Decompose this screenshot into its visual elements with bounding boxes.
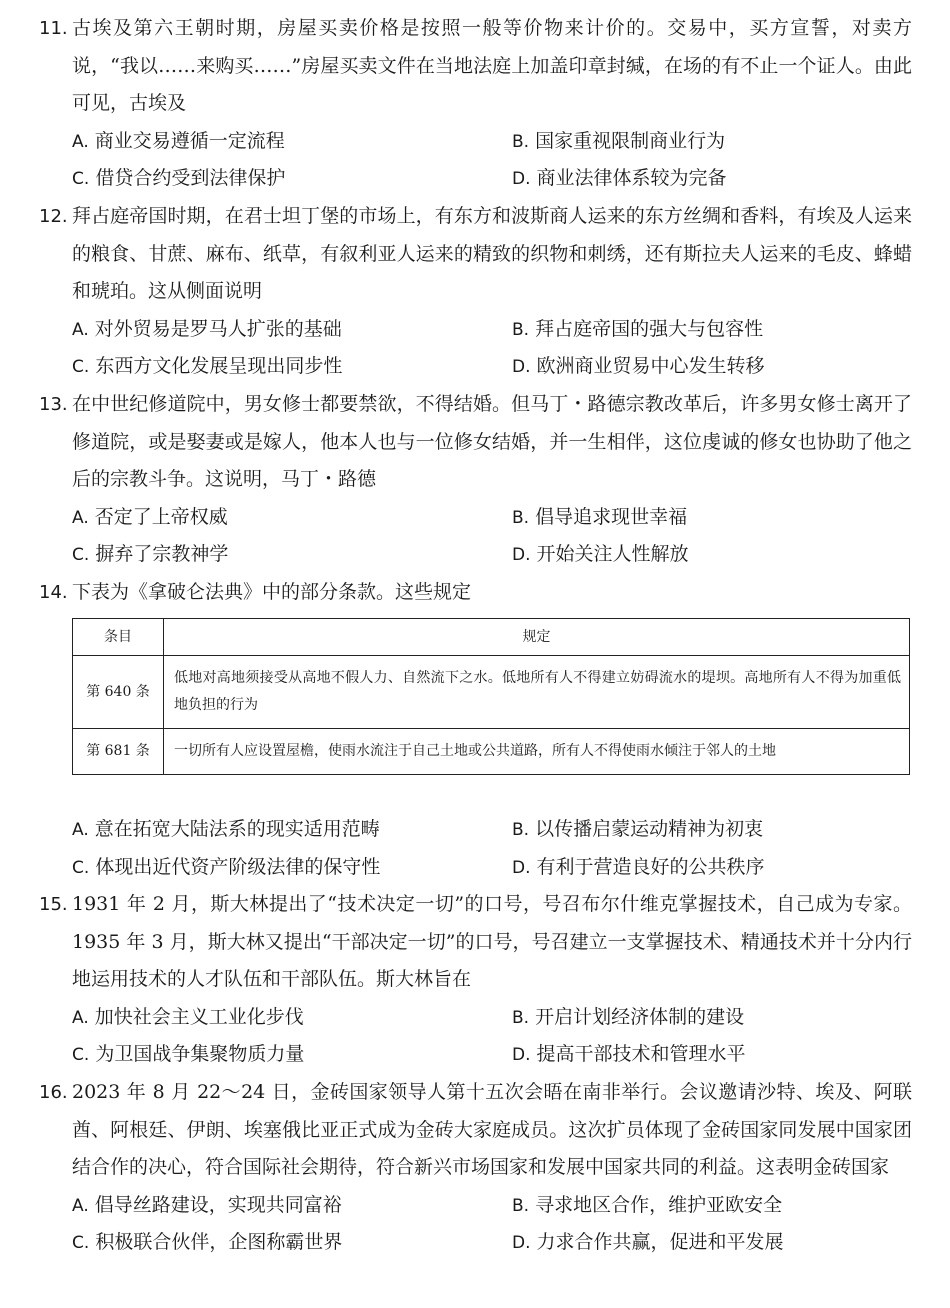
option-letter: C.	[72, 1233, 90, 1253]
option-a[interactable]	[72, 999, 304, 1038]
option-c[interactable]	[72, 849, 380, 888]
question-16	[39, 1074, 912, 1262]
option-letter: C.	[72, 357, 90, 377]
question-14	[39, 574, 912, 612]
option-text: 体现出近代资产阶级法律的保守性	[95, 855, 381, 878]
option-b[interactable]	[512, 311, 763, 350]
table-row	[73, 656, 910, 729]
option-letter: D.	[512, 1045, 531, 1065]
option-a[interactable]	[72, 811, 380, 850]
options	[72, 811, 912, 886]
option-text: 积极联合伙伴，企图称霸世界	[95, 1231, 343, 1253]
option-letter: B.	[512, 1195, 530, 1216]
question-11	[39, 10, 912, 198]
option-text: 借贷合约受到法律保护	[95, 167, 286, 189]
option-text: 加快社会主义工业化步伐	[94, 1005, 304, 1028]
stem-text: 2023 年 8 月 22～24 日，金砖国家领导人第十五次会晤在南非举行。会议邀请沙特、埃及、阿联酋、阿根廷、伊朗、埃塞俄比亚正式成为金砖大家庭成员。这次扩员体现了金砖国家同发展中国家团结合作的决心，符合国际社会期待，符合新兴市场国家和发展中国家共同的利益。这表明金砖国家	[72, 1081, 912, 1178]
option-text: 商业法律体系较为完备	[536, 167, 727, 189]
option-text: 东西方文化发展呈现出同步性	[95, 355, 343, 377]
option-letter: C.	[72, 857, 90, 878]
question-stem	[39, 574, 912, 612]
option-text: 力求合作共赢，促进和平发展	[536, 1231, 784, 1253]
option-c[interactable]	[72, 348, 342, 387]
option-text: 商业交易遵循一定流程	[94, 129, 285, 152]
question-stem	[39, 198, 912, 311]
question-15	[39, 886, 912, 1074]
options	[72, 311, 912, 386]
option-letter: B.	[512, 1007, 530, 1028]
option-text: 对外贸易是罗马人扩张的基础	[94, 317, 342, 340]
option-b[interactable]	[512, 811, 763, 850]
option-letter: A.	[72, 1195, 89, 1216]
option-letter: D.	[512, 857, 531, 878]
options	[72, 999, 912, 1074]
option-text: 摒弃了宗教神学	[95, 543, 229, 565]
option-text: 欧洲商业贸易中心发生转移	[536, 355, 765, 377]
question-stem	[39, 886, 912, 999]
option-c[interactable]	[72, 160, 285, 199]
options	[72, 499, 912, 574]
article-provision: 一切所有人应设置屋檐，使雨水流注于自己土地或公共道路，所有人不得使雨水倾注于邻人的土地	[164, 729, 910, 775]
option-letter: C.	[72, 545, 90, 565]
option-b[interactable]	[512, 499, 687, 538]
question-number: 13.	[39, 394, 68, 415]
question-12	[39, 198, 912, 386]
option-letter: A.	[72, 1007, 89, 1028]
stem-text: 拜占庭帝国时期，在君士坦丁堡的市场上，有东方和波斯商人运来的东方丝绸和香料，有埃及人运来的粮食、甘蔗、麻布、纸草，有叙利亚人运来的精致的织物和刺绣，还有斯拉夫人运来的毛皮、蜂蜡和琥珀。这从侧面说明	[72, 205, 912, 302]
option-d[interactable]	[512, 536, 689, 575]
option-text: 倡导追求现世幸福	[535, 505, 688, 528]
option-b[interactable]	[512, 999, 744, 1038]
option-d[interactable]	[512, 348, 765, 387]
option-text: 为卫国战争集聚物质力量	[95, 1043, 305, 1065]
option-letter: C.	[72, 169, 90, 189]
option-b[interactable]	[512, 123, 725, 162]
option-letter: D.	[512, 169, 531, 189]
question-14-options	[72, 811, 912, 886]
stem-text: 古埃及第六王朝时期，房屋买卖价格是按照一般等价物来计价的。交易中，买方宣誓，对卖方说，“我以……来购买……”房屋买卖文件在当地法庭上加盖印章封缄，在场的有不止一个证人。由此可见，古埃及	[72, 17, 912, 114]
article-number: 第 681 条	[73, 729, 164, 775]
option-a[interactable]	[72, 123, 285, 162]
option-letter: D.	[512, 357, 531, 377]
table-header-row	[73, 619, 910, 656]
table-row	[73, 729, 910, 775]
option-text: 开启计划经济体制的建设	[535, 1005, 745, 1028]
option-c[interactable]	[72, 536, 228, 575]
option-a[interactable]	[72, 499, 228, 538]
question-number: 15.	[39, 894, 68, 915]
option-letter: B.	[512, 507, 530, 528]
option-d[interactable]	[512, 1224, 784, 1263]
option-letter: A.	[72, 319, 89, 340]
question-number: 14.	[39, 582, 68, 603]
option-d[interactable]	[512, 1036, 746, 1075]
options	[72, 1187, 912, 1262]
option-d[interactable]	[512, 849, 765, 888]
question-stem	[39, 1074, 912, 1187]
option-c[interactable]	[72, 1224, 342, 1263]
option-letter: A.	[72, 131, 89, 152]
option-letter: B.	[512, 319, 530, 340]
napoleonic-code-table	[72, 618, 910, 775]
option-letter: B.	[512, 820, 530, 840]
option-text: 以传播启蒙运动精神为初衷	[535, 818, 764, 840]
option-c[interactable]	[72, 1036, 304, 1075]
option-letter: D.	[512, 1233, 531, 1253]
option-b[interactable]	[512, 1187, 782, 1226]
option-text: 拜占庭帝国的强大与包容性	[535, 317, 764, 340]
table-header-article: 条目	[73, 619, 164, 656]
option-text: 否定了上帝权威	[94, 505, 228, 528]
question-13	[39, 386, 912, 574]
question-stem	[39, 386, 912, 499]
option-text: 意在拓宽大陆法系的现实适用范畴	[94, 818, 380, 840]
options	[72, 123, 912, 198]
question-number: 16.	[39, 1082, 68, 1103]
option-letter: A.	[72, 507, 89, 528]
option-letter: C.	[72, 1045, 90, 1065]
question-number: 11.	[39, 18, 68, 39]
option-d[interactable]	[512, 160, 727, 199]
option-text: 有利于营造良好的公共秩序	[536, 855, 765, 878]
option-a[interactable]	[72, 1187, 342, 1226]
option-letter: D.	[512, 545, 531, 565]
article-provision: 低地对高地须接受从高地不假人力、自然流下之水。低地所有人不得建立妨碍流水的堤坝。高地所有人不得为加重低地负担的行为	[164, 656, 910, 729]
stem-text: 在中世纪修道院中，男女修士都要禁欲，不得结婚。但马丁・路德宗教改革后，许多男女修士离开了修道院，或是娶妻或是嫁人，他本人也与一位修女结婚，并一生相伴，这位虔诚的修女也协助了他之后的宗教斗争。这说明，马丁・路德	[72, 393, 912, 490]
option-letter: A.	[72, 820, 89, 840]
option-text: 国家重视限制商业行为	[535, 129, 726, 152]
option-letter: B.	[512, 131, 530, 152]
stem-text: 下表为《拿破仑法典》中的部分条款。这些规定	[72, 581, 472, 603]
stem-text: 1931 年 2 月，斯大林提出了“技术决定一切”的口号，号召布尔什维克掌握技术，自己成为专家。1935 年 3 月，斯大林又提出“干部决定一切”的口号，号召建立一支掌握技术、精通技术并十分内行地运用技术的人才队伍和干部队伍。斯大林旨在	[72, 893, 912, 990]
option-text: 倡导丝路建设，实现共同富裕	[94, 1193, 342, 1216]
question-number: 12.	[39, 206, 68, 227]
question-stem	[39, 10, 912, 123]
table-header-provision: 规定	[164, 619, 910, 656]
option-a[interactable]	[72, 311, 342, 350]
option-text: 开始关注人性解放	[536, 543, 689, 565]
option-text: 寻求地区合作，维护亚欧安全	[535, 1193, 783, 1216]
option-text: 提高干部技术和管理水平	[536, 1043, 746, 1065]
article-number: 第 640 条	[73, 656, 164, 729]
